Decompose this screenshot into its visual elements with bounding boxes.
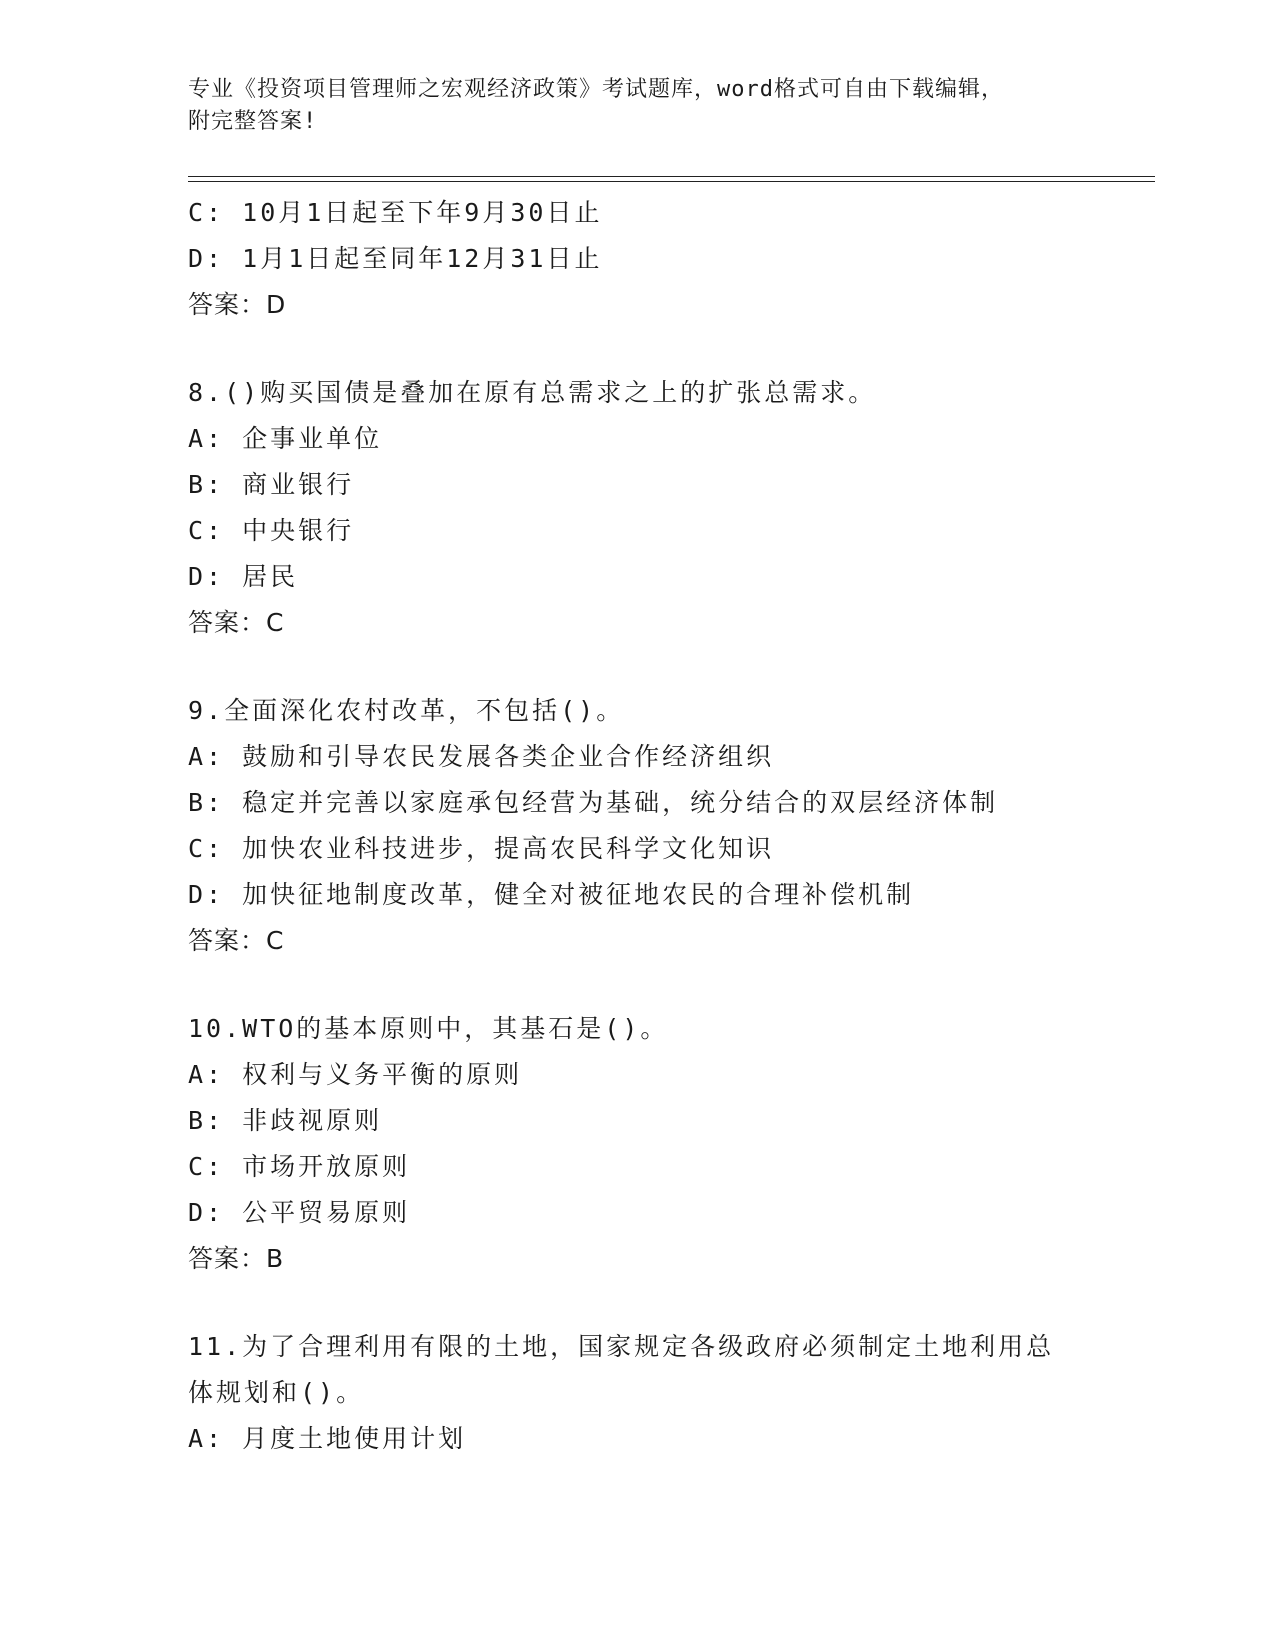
q9-option-b: B: 稳定并完善以家庭承包经营为基础，统分结合的双层经济体制 xyxy=(188,788,999,817)
q9-option-a: A: 鼓励和引导农民发展各类企业合作经济组织 xyxy=(188,742,775,771)
header-divider-top xyxy=(188,176,1155,177)
q11-option-a: A: 月度土地使用计划 xyxy=(188,1424,467,1453)
q7-option-c: C: 10月1日起至下年9月30日止 xyxy=(188,198,603,227)
q11-text-line-1: 11.为了合理利用有限的土地，国家规定各级政府必须制定土地利用总 xyxy=(188,1332,1055,1361)
question-list xyxy=(188,190,1148,1462)
q9-text: 9.全面深化农村改革，不包括()。 xyxy=(188,696,625,725)
header-line-1: 专业《投资项目管理师之宏观经济政策》考试题库，word格式可自由下载编辑， xyxy=(188,77,1004,102)
header-divider-bottom xyxy=(188,181,1155,182)
q7-answer: 答案：D xyxy=(188,290,287,319)
q10-option-b: B: 非歧视原则 xyxy=(188,1106,383,1135)
header-line-2: 附完整答案! xyxy=(188,109,318,134)
question-10 xyxy=(188,1006,1148,1282)
q9-option-d: D: 加快征地制度改革，健全对被征地农民的合理补偿机制 xyxy=(188,880,915,909)
q8-option-d: D: 居民 xyxy=(188,562,299,591)
q10-text: 10.WTO的基本原则中，其基石是()。 xyxy=(188,1014,669,1043)
q10-option-a: A: 权利与义务平衡的原则 xyxy=(188,1060,523,1089)
q8-option-a: A: 企事业单位 xyxy=(188,424,383,453)
question-11 xyxy=(188,1324,1148,1462)
q9-answer: 答案：C xyxy=(188,926,285,955)
question-7-fragment xyxy=(188,190,1148,328)
q10-option-d: D: 公平贸易原则 xyxy=(188,1198,411,1227)
document-header xyxy=(188,74,1068,138)
q8-option-b: B: 商业银行 xyxy=(188,470,355,499)
q10-answer: 答案：B xyxy=(188,1244,285,1273)
q8-answer: 答案：C xyxy=(188,608,285,637)
q7-option-d: D: 1月1日起至同年12月31日止 xyxy=(188,244,603,273)
question-9 xyxy=(188,688,1148,964)
q9-option-c: C: 加快农业科技进步，提高农民科学文化知识 xyxy=(188,834,775,863)
q8-option-c: C: 中央银行 xyxy=(188,516,355,545)
q8-text: 8.()购买国债是叠加在原有总需求之上的扩张总需求。 xyxy=(188,378,877,407)
q11-text-line-2: 体规划和()。 xyxy=(188,1378,365,1407)
q10-option-c: C: 市场开放原则 xyxy=(188,1152,411,1181)
question-8 xyxy=(188,370,1148,646)
